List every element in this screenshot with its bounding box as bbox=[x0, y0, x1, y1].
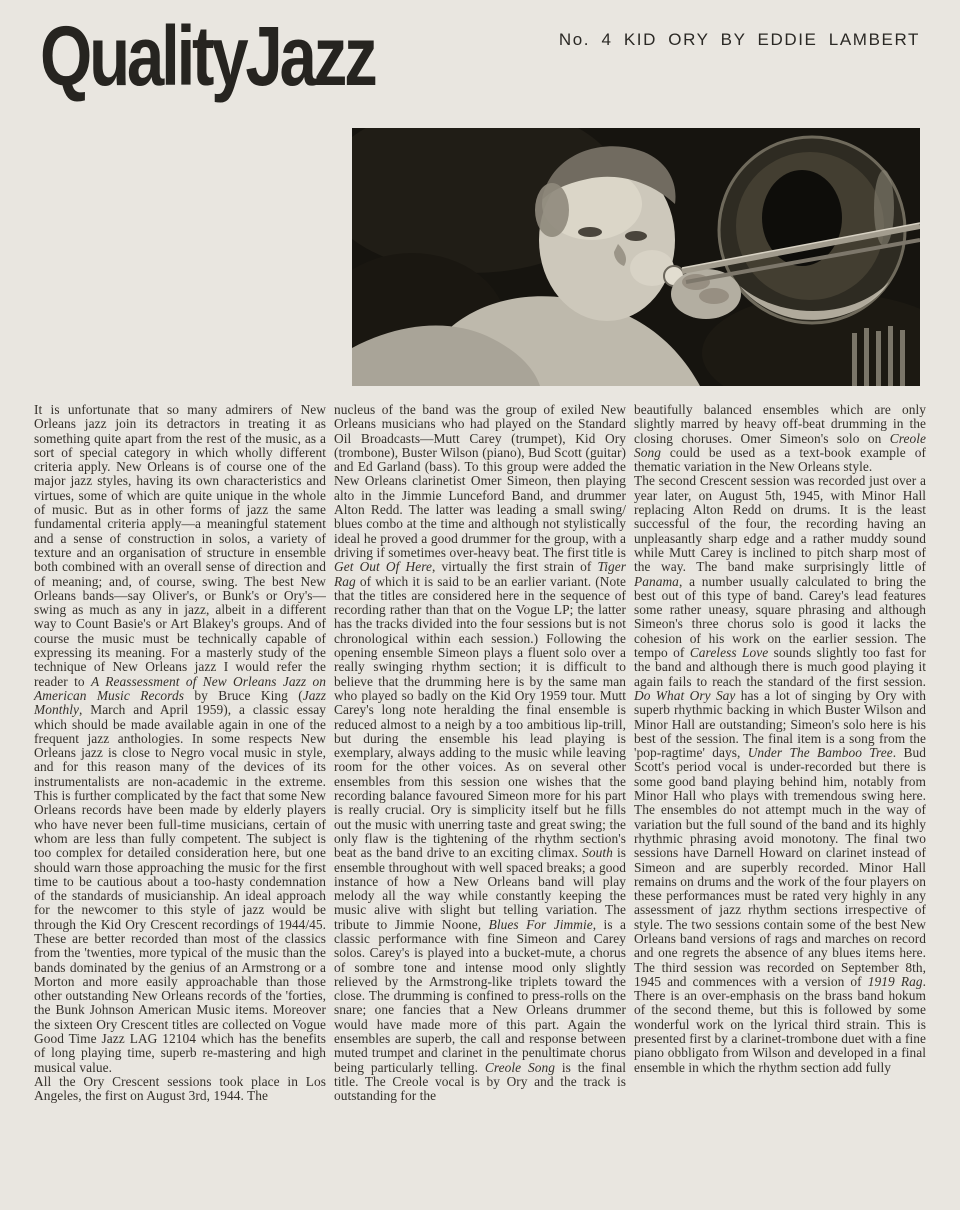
paragraph: nucleus of the band was the group of exiled New Orleans musicians who had played on the Standard Oil Broadcasts—Mutt Carey (trumpet), Kid Ory (trombone), Buster Wilson (piano), Bud Scott (guitar) and Ed Garland (bass). To this group were added the New Orleans clarinetist Omer Simeon, then playing alto in the Jimmie Lunceford Band, and drummer Alton Redd. The latter was leading a small swing/ blues combo at the time and although not stylistically ideal he proved a good drummer for the group, with a driving if sometimes over-heavy beat. The first title is Get Out Of Here, virtually the first strain of Tiger Rag of which it is said to be an earlier variant. (Note that the titles are considered here in the sequence of recording rather than that on the Vogue LP; the latter has the tracks divided into the four sessions but is not chronological within each session.) Following the opening ensemble Simeon plays a fluent solo over a really swinging rhythm section; it is difficult to believe that the drumming here is by the same man who played so badly on the Kid Ory 1959 tour. Mutt Carey's long note heralding the final ensemble is reduced almost to a neigh by a too ambitious lip-trill, but during the ensemble his lead playing is exemplary, always adding to the music while leaving room for the other voices. As on several other ensembles from this session one wishes that the recording balance favoured Simeon more for his part is really crucial. Ory is simplicity itself but he fills out the music with unerring taste and great swing; the only flaw is the tightening of the rhythm section's beat as the band drive to an exciting climax. South is ensemble throughout with well spaced breaks; a good instance of how a New Orleans band will play melody all the way while constantly keeping the music alive with slight but telling variation. The tribute to Jimmie Noone, Blues For Jimmie, is a classic performance with fine Simeon and Carey solos. Carey's is played into a bucket-mute, a chorus of sombre tone and intense mood only slightly relieved by the Armstrong-like triplets toward the close. The drumming is confined to press-rolls on the snare; one fancies that a New Orleans drummer would have made more of this part. Again the ensembles are superb, the call and response between muted trumpet and clarinet in the penultimate chorus being particularly telling. Creole Song is the final title. The Creole vocal is by Ory and the track is outstanding for the bbox=[334, 402, 627, 1104]
musician-eye bbox=[578, 227, 602, 237]
italic-title: Get Out Of Here bbox=[334, 559, 432, 575]
italic-title: Under The Bamboo Tree bbox=[747, 745, 893, 761]
musician-eye bbox=[625, 231, 647, 241]
trombone-photo-illustration bbox=[352, 128, 920, 386]
italic-title: Creole Song bbox=[484, 1059, 556, 1075]
article-column-1 bbox=[34, 403, 326, 1104]
magazine-logo bbox=[40, 9, 458, 103]
paragraph: beautifully balanced ensembles which are only slightly marred by heavy off-beat drumming in the closing choruses. Omer Simeon's solo on Creole Song could be used as a text-book example of thematic variation in the New Orleans style. bbox=[634, 402, 926, 475]
article-column-2 bbox=[334, 403, 626, 1104]
paragraph: All the Ory Crescent sessions took place in Los Angeles, the first on August 3rd, 1944. The bbox=[34, 1073, 326, 1104]
italic-title: Tiger Rag bbox=[334, 559, 626, 589]
paragraph: The second Crescent session was recorded just over a year later, on August 5th, 1945, with Minor Hall replacing Alton Redd on drums. It is the least successful of the four, the recording having an unpleasantly sharp edge and a rather muddy sound while Mutt Carey is inclined to pitch sharp most of the way. The band make surprisingly little of Panama, a number usually calculated to bring the best out of this type of band. Carey's lead features some rather uneasy, square phrasing and although Simeon's three chorus solo is good it lacks the cohesion of his work on the earlier session. The tempo of Careless Love sounds slightly too fast for the band and although there is much good playing it again fails to reach the standard of the first session. Do What Ory Say has a lot of singing by Ory with superb rhythmic backing in which Buster Wilson and Minor Hall are outstanding; Simeon's solo here is his best of the session. The final item is a song from the 'pop-ragtime' days, Under The Bamboo Tree. Bud Scott's period vocal is under-recorded but there is some good band playing behind him, notably from Minor Hall who plays with tremendous swing here. The ensembles do not attempt much in the way of variation but the full sound of the band and its highly rhythmic phrasing avoid monotony. The final two sessions have Darnell Howard on clarinet instead of Simeon and are superbly recorded. Minor Hall remains on drums and the work of the four players on these performances must be rated very highly in any assessment of jazz rhythm sections irrespective of style. The two sessions contain some of the best New Orleans band versions of rags and marches on record and one regrets the absence of any blues items here. The third session was recorded on September 8th, 1945 and commences with a version of 1919 Rag. There is an over-emphasis on the brass band hokum of the second theme, but this is followed by some wonderful work on the lyrical third strain. This is presented first by a clarinet-trombone duet with a fine piano obbligato from Wilson and developed in a final ensemble in which the rhythm section add fully bbox=[634, 473, 926, 1075]
italic-title: Creole Song bbox=[634, 430, 926, 460]
italic-title: South bbox=[582, 845, 613, 861]
trombone-bell bbox=[719, 137, 905, 323]
issue-title: No. 4 KID ORY BY EDDIE LAMBERT bbox=[558, 30, 920, 49]
paragraph: It is unfortunate that so many admirers of New Orleans jazz join its detractors in treating it as something quite apart from the rest of the music, as a sort of special category in which wholly different criteria apply. New Orleans is of course one of the major jazz styles, having its own characteristics and virtues, some of which are quite unique in the whole of music. But as in other forms of jazz the same fundamental criteria apply—a meaningful statement and a sense of construction in solos, a variety of texture and an organisation of structure in ensemble both combined with an overall sense of direction and of meaning; and, of course, swing. The best New Orleans bands—say Oliver's, or Bunk's or Ory's—swing as much as any in jazz, albeit in a different way to Count Basie's or Art Blakey's groups. And of course the music must be technically capable of expressing its meaning. For a masterly study of the technique of New Orleans jazz I would refer the reader to A Reassessment of New Orleans Jazz on American Music Records by Bruce King (Jazz Monthly, March and April 1959), a classic essay which should be made available again in one of the frequent jazz anthologies. In some respects New Orleans jazz is close to Negro vocal music in style, and for this reason many of the devices of its instrumentalists are non-academic in the extreme. This is further complicated by the fact that some New Orleans records have been made by elderly players who have never been full-time musicians, certain of whom are less than fully competent. The subject is too complex for detailed consideration here, but one should warn those approaching the music for the first time to be cautious about a too-hasty condemnation of the standards of musicianship. An ideal approach for the newcomer to this style of jazz would be through the Kid Ory Crescent recordings of 1944/45. These are better recorded than most of the classics from the 'twenties, more typical of the music than the bands dominated by the genius of an Armstrong or a Morton and more easily approachable than those other outstanding New Orleans records of the 'forties, the Bunk Johnson American Music items. Moreover the sixteen Ory Crescent titles are collected on Vogue Good Time Jazz LAG 12104 which has the benefits of long playing time, superb re-mastering and high musical value. bbox=[34, 402, 326, 1075]
italic-title: A Reassessment of New Orleans Jazz on American Music Records bbox=[34, 673, 326, 703]
italic-title: Careless Love bbox=[689, 645, 769, 661]
article-column-3 bbox=[634, 403, 926, 1075]
kid-ory-photo bbox=[352, 128, 920, 386]
italic-title: 1919 Rag bbox=[867, 973, 923, 989]
italic-title: Do What Ory Say bbox=[634, 687, 736, 703]
italic-title: Jazz Monthly bbox=[34, 687, 326, 718]
italic-title: Panama bbox=[634, 573, 679, 589]
italic-title: Blues For Jimmie bbox=[488, 916, 593, 932]
musician-fingers bbox=[699, 288, 729, 304]
magazine-logo-text: QualityJazz bbox=[40, 9, 375, 103]
